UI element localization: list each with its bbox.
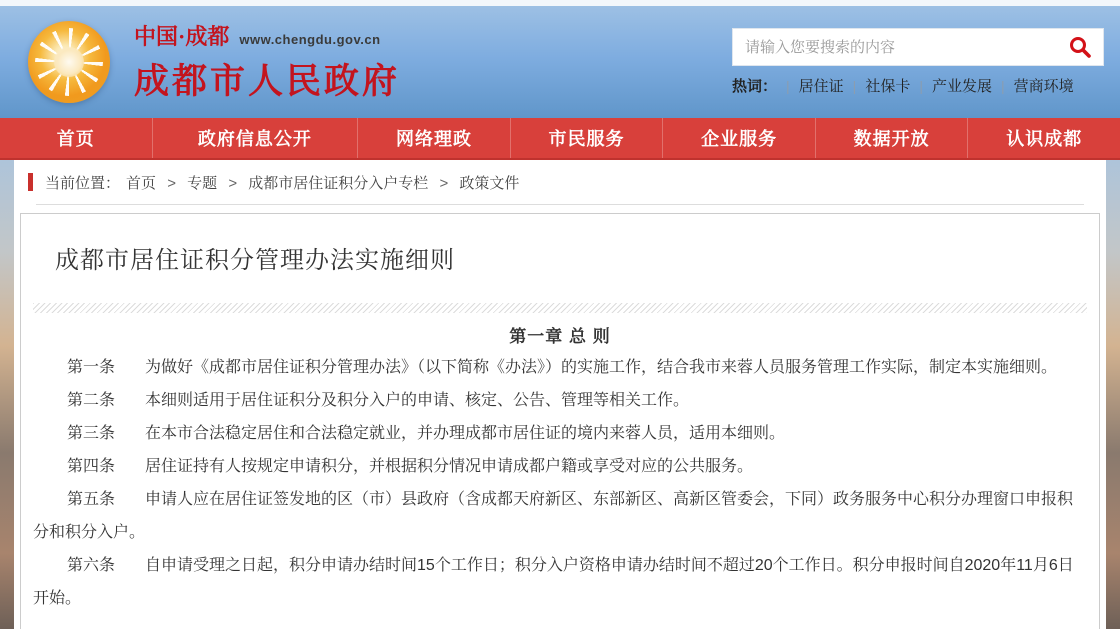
nav-item[interactable]: 市民服务 (510, 118, 663, 158)
article-number: 第四条 (67, 458, 116, 475)
nav-item[interactable]: 网络理政 (357, 118, 510, 158)
search-button[interactable] (1057, 29, 1103, 65)
nav-item[interactable]: 政府信息公开 (152, 118, 358, 158)
article-body (33, 351, 1087, 615)
breadcrumb-label: 当前位置： (45, 174, 121, 192)
article-paragraph (33, 549, 1087, 615)
hot-word-separator: | (786, 77, 790, 94)
hatch-divider (33, 303, 1087, 313)
search-icon (1068, 35, 1092, 59)
site-url: www.chengdu.gov.cn (239, 32, 381, 47)
hot-word-separator: | (1000, 77, 1005, 94)
site-name: 成都市人民政府 (134, 62, 401, 101)
search-input[interactable] (733, 39, 1057, 56)
article-card (20, 213, 1100, 629)
breadcrumb-divider (36, 204, 1084, 205)
article-paragraph (33, 351, 1087, 384)
site-header (0, 6, 1120, 118)
article-paragraph (33, 483, 1087, 549)
article-text: 在本市合法稳定居住和合法稳定就业，并办理成都市居住证的境内来蓉人员，适用本细则。 (145, 425, 786, 442)
breadcrumb-items (126, 172, 519, 193)
nav-item[interactable]: 认识成都 (967, 118, 1120, 158)
article-number: 第三条 (67, 425, 116, 442)
breadcrumb-link[interactable]: 专题 (187, 174, 218, 192)
article-number: 第二条 (67, 392, 116, 409)
article-text: 申请人应在居住证签发地的区（市）县政府（含成都天府新区、东部新区、高新区管委会，下同）政务服务中心积分办理窗口申报积分和积分入户。 (33, 491, 1074, 541)
article-text: 居住证持有人按规定申请积分，并根据积分情况申请成都户籍或享受对应的公共服务。 (145, 458, 754, 475)
nav-item[interactable]: 数据开放 (815, 118, 968, 158)
article-number: 第一条 (67, 359, 116, 376)
nav-item[interactable]: 企业服务 (662, 118, 815, 158)
breadcrumb-link[interactable]: 首页 (126, 174, 157, 192)
hot-word-link[interactable]: 产业发展 (931, 78, 992, 95)
search-box (732, 28, 1104, 66)
brand-text (134, 20, 400, 104)
breadcrumb-separator: > (167, 174, 176, 192)
article-text: 本细则适用于居住证积分及积分入户的申请、核定、公告、管理等相关工作。 (145, 392, 690, 409)
chapter-heading: 第一章 总 则 (509, 327, 611, 346)
search-area (732, 28, 1104, 96)
article-paragraph (33, 417, 1087, 450)
hot-word-link[interactable]: 营商环境 (1013, 78, 1074, 95)
breadcrumb-link[interactable]: 政策文件 (459, 174, 520, 192)
article-text: 为做好《成都市居住证积分管理办法》（以下简称《办法》）的实施工作，结合我市来蓉人员服务管理工作实际，制定本实施细则。 (145, 359, 1058, 376)
hot-word-link[interactable]: 社保卡 (865, 78, 911, 95)
hot-word-separator: | (919, 77, 923, 94)
hot-words-label: 热词： (732, 78, 778, 95)
sunbird-logo-icon[interactable] (28, 21, 110, 103)
main-column (14, 160, 1106, 629)
breadcrumb-marker-icon (28, 173, 33, 191)
site-brand[interactable] (28, 20, 400, 104)
article-number: 第六条 (67, 557, 116, 574)
site-tagline: 中国·成都 (134, 24, 230, 49)
article-title: 成都市居住证积分管理办法实施细则 (55, 247, 455, 274)
breadcrumb-link[interactable]: 成都市居住证积分入户专栏 (248, 174, 429, 192)
nav-item[interactable]: 首页 (56, 129, 95, 149)
hot-word-separator: | (852, 77, 857, 94)
hot-words (732, 75, 1104, 96)
main-nav (0, 118, 1120, 160)
breadcrumb-separator: > (439, 174, 449, 192)
hot-word-link[interactable]: 居住证 (798, 78, 844, 95)
breadcrumb (14, 160, 1106, 204)
article-paragraph (33, 384, 1087, 417)
article-text: 自申请受理之日起，积分申请办结时间15个工作日；积分入户资格申请办结时间不超过20个工作日。积分申报时间自2020年11月6日开始。 (33, 557, 1074, 607)
article-number: 第五条 (67, 491, 116, 508)
article-paragraph (33, 450, 1087, 483)
breadcrumb-separator: > (228, 174, 238, 192)
